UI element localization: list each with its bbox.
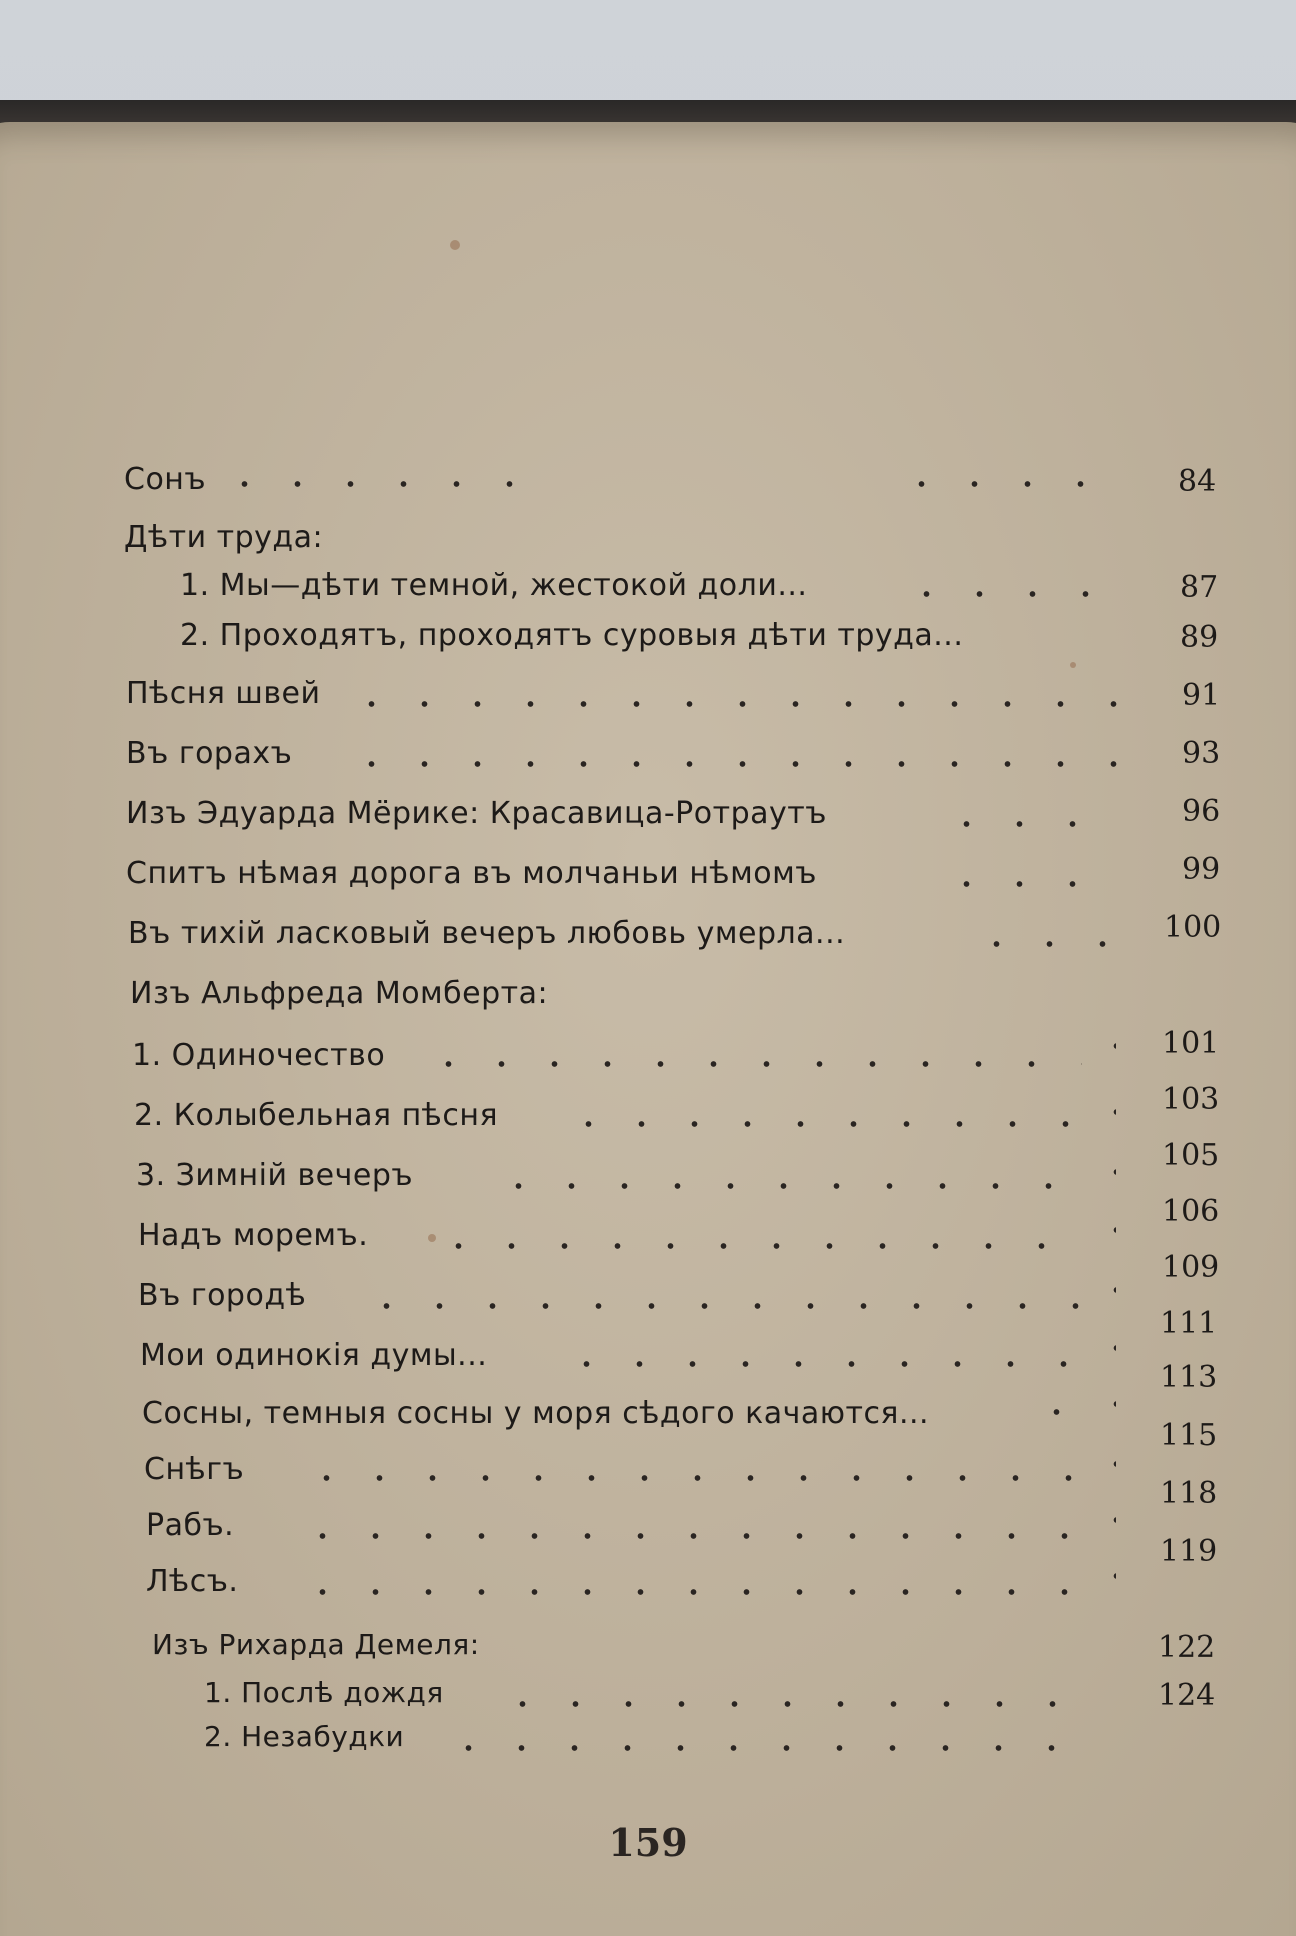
leader-dots xyxy=(562,1120,1082,1128)
toc-entry xyxy=(180,618,963,662)
toc-section-heading xyxy=(152,1628,480,1672)
toc-section-heading xyxy=(124,520,323,564)
toc-page-number: 111 xyxy=(1160,1306,1218,1341)
toc-entry xyxy=(144,1452,244,1496)
leader-dots xyxy=(1090,1572,1116,1580)
leader-dots xyxy=(496,1700,1096,1708)
toc-entry-title: Мои одинокія думы... xyxy=(140,1338,488,1373)
leader-dots xyxy=(1090,1226,1116,1234)
leader-dots xyxy=(345,760,1120,768)
toc-entry xyxy=(124,462,206,506)
toc-entry-title: Сонъ xyxy=(124,462,207,497)
toc-page-number: 103 xyxy=(1162,1082,1220,1117)
leader-dots xyxy=(900,590,1120,598)
leader-dots xyxy=(296,1588,1082,1596)
toc-page-number: 119 xyxy=(1160,1534,1218,1569)
leader-dots xyxy=(895,480,1115,488)
toc-entry xyxy=(204,1720,404,1764)
leader-dots xyxy=(1094,640,1116,648)
toc-entry-title: Въ городѣ xyxy=(138,1278,307,1313)
leader-dots xyxy=(300,1474,1082,1482)
toc-entry xyxy=(126,676,321,720)
leader-dots xyxy=(940,820,1120,828)
leader-dots xyxy=(1090,1042,1116,1050)
toc-entry xyxy=(128,916,845,960)
leader-dots xyxy=(1090,1344,1116,1352)
toc-entry xyxy=(132,1038,385,1082)
toc-page-number: 89 xyxy=(1180,620,1219,655)
toc-entry-title: 1. Одиночество xyxy=(132,1038,386,1073)
toc-entry xyxy=(138,1218,368,1262)
toc-page-number: 91 xyxy=(1182,678,1221,713)
toc-page-number: 105 xyxy=(1162,1138,1220,1173)
toc-entry xyxy=(126,736,292,780)
leader-dots xyxy=(422,1060,1082,1068)
leader-dots xyxy=(1090,1108,1116,1116)
toc-entry xyxy=(146,1564,238,1608)
toc-page-number: 84 xyxy=(1178,464,1217,499)
leader-dots xyxy=(296,1532,1082,1540)
leader-dots xyxy=(1090,1286,1116,1294)
toc-entry xyxy=(126,796,827,840)
leader-dots xyxy=(360,1302,1082,1310)
toc-entry-title: Въ горахъ xyxy=(126,736,293,771)
toc-entry-title: Въ тихій ласковый вечеръ любовь умерла... xyxy=(128,916,846,951)
leader-dots xyxy=(492,1182,1082,1190)
toc-page-number: 122 xyxy=(1158,1630,1216,1665)
leader-dots xyxy=(1090,1168,1116,1176)
leader-dots xyxy=(1090,1460,1116,1468)
leader-dots xyxy=(1030,1408,1082,1416)
toc-page-number: 87 xyxy=(1180,570,1219,605)
leader-dots xyxy=(218,480,518,488)
leader-dots xyxy=(345,700,1120,708)
toc-page-number: 93 xyxy=(1182,736,1221,771)
toc-entry-title: Пѣсня швей xyxy=(126,676,321,711)
toc-page-number: 118 xyxy=(1160,1476,1218,1511)
toc-entry-title: 2. Колыбельная пѣсня xyxy=(134,1098,498,1133)
toc-entry xyxy=(138,1278,306,1322)
toc-page-number: 124 xyxy=(1158,1678,1216,1713)
toc-entry-title: 2. Незабудки xyxy=(204,1720,405,1753)
toc-entry-title: 2. Проходятъ, проходятъ суровыя дѣти труда... xyxy=(180,618,964,653)
page-number: 159 xyxy=(608,1820,688,1865)
toc-entry xyxy=(180,568,807,612)
toc-entry xyxy=(140,1338,487,1382)
toc-entry-title: 1. Мы—дѣти темной, жестокой доли... xyxy=(180,568,808,603)
toc-entry-title: Лѣсъ. xyxy=(146,1564,239,1599)
toc-entry-title: Изъ Эдуарда Мёрике: Красавица-Ротраутъ xyxy=(126,796,827,831)
toc-entry-title: Сосны, темныя сосны у моря сѣдого качаются... xyxy=(142,1396,930,1431)
toc-entry-title: Снѣгъ xyxy=(144,1452,245,1487)
toc-section-heading xyxy=(130,976,548,1020)
toc-page-number: 109 xyxy=(1162,1250,1220,1285)
toc-entry xyxy=(134,1098,498,1142)
toc-entry-title: Изъ Альфреда Момберта: xyxy=(130,976,549,1011)
toc-page-number: 101 xyxy=(1162,1026,1220,1061)
toc-page-number: 99 xyxy=(1182,852,1221,887)
toc-entry xyxy=(126,856,817,900)
leader-dots xyxy=(1090,1400,1116,1408)
toc-entry-title: Надъ моремъ. xyxy=(138,1218,369,1253)
leader-dots xyxy=(432,1242,1082,1250)
toc-entry-title: Спитъ нѣмая дорога въ молчаньи нѣмомъ xyxy=(126,856,817,891)
toc-page-number: 106 xyxy=(1162,1194,1220,1229)
toc-entry-title: 3. Зимній вечеръ xyxy=(136,1158,414,1193)
toc-entry xyxy=(136,1158,413,1202)
toc-page-number: 113 xyxy=(1160,1360,1218,1395)
leader-dots xyxy=(970,940,1120,948)
toc-page-number: 96 xyxy=(1182,794,1221,829)
toc-entry-title: Изъ Рихарда Демеля: xyxy=(152,1628,480,1661)
toc-entry xyxy=(146,1508,234,1552)
leader-dots xyxy=(1090,1516,1116,1524)
toc-entry-title: Рабъ. xyxy=(146,1508,235,1543)
leader-dots xyxy=(940,880,1120,888)
leader-dots xyxy=(560,1360,1082,1368)
toc-page-number: 115 xyxy=(1160,1418,1218,1453)
toc-entry xyxy=(142,1396,929,1440)
toc-entry-title: Дѣти труда: xyxy=(124,520,324,555)
toc-page-number: 100 xyxy=(1164,910,1222,945)
leader-dots xyxy=(442,1744,1082,1752)
toc-entry xyxy=(204,1676,444,1720)
toc-entry-title: 1. Послѣ дождя xyxy=(204,1676,444,1709)
